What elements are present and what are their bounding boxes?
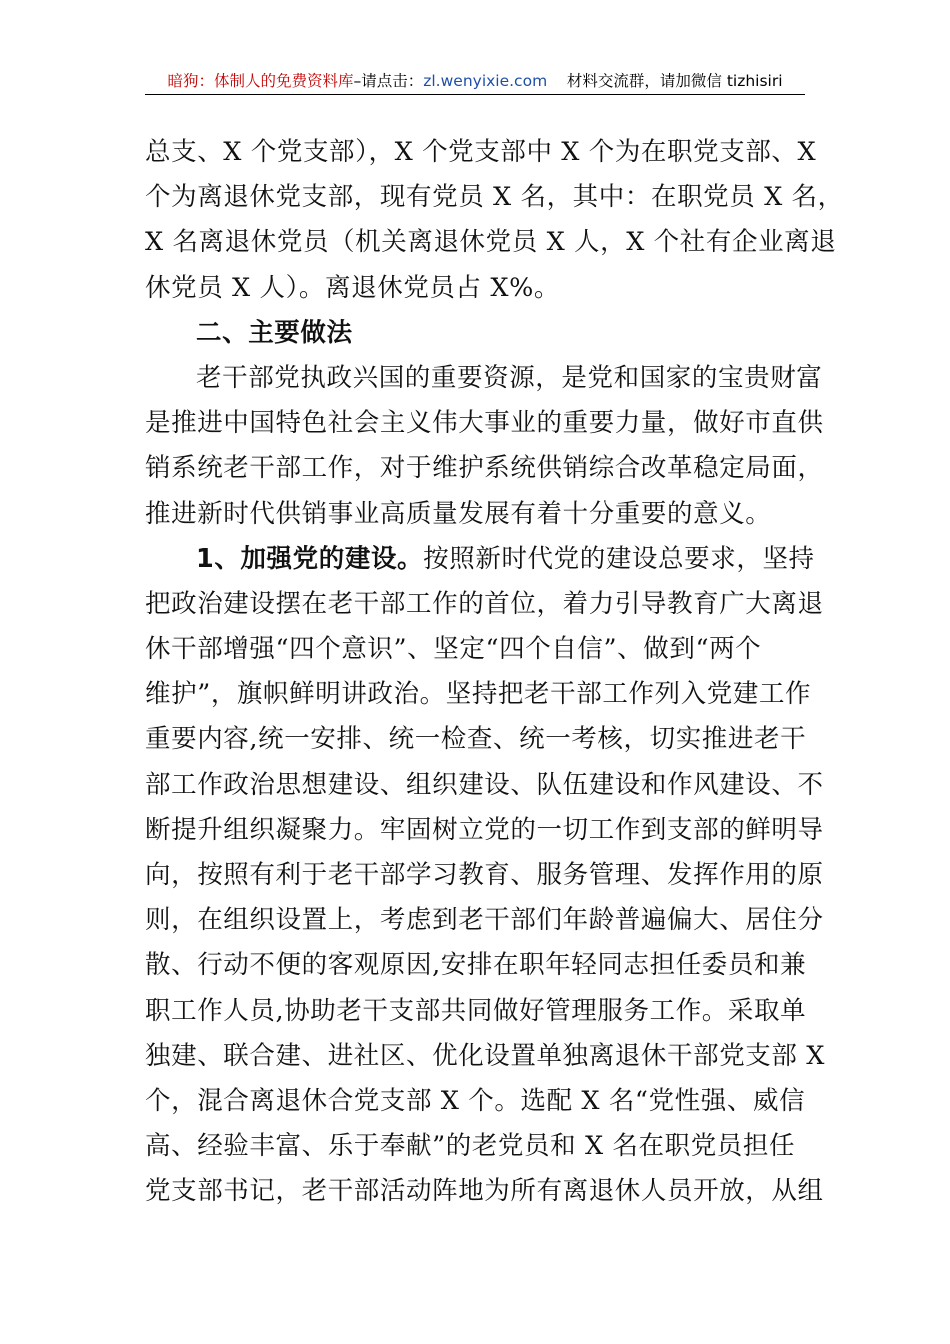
text-line: 部工作政治思想建设、组织建设、队伍建设和作风建设、不 (145, 769, 824, 800)
text-line: 党支部书记，老干部活动阵地为所有离退休人员开放，从组 (145, 1176, 824, 1207)
paragraph-1 (145, 130, 844, 311)
header-wechat-note: 材料交流群，请加微信 tizhisiri (566, 72, 783, 90)
text-line: 向，按照有利于老干部学习教育、服务管理、发挥作用的原 (145, 860, 824, 890)
header-click-prompt: –请点击： (353, 72, 424, 90)
text-line: 总支、X 个党支部），X 个党支部中 X 个为在职党支部、X (145, 137, 817, 167)
text-line: 职工作人员,协助老干支部共同做好管理服务工作。采取单 (145, 995, 807, 1026)
section-1-paragraph (145, 537, 825, 1215)
text-line: 是推进中国特色社会主义伟大事业的重要力量，做好市直供 (145, 408, 824, 439)
text-line (145, 537, 815, 582)
section-1-first-line: 按照新时代党的建设总要求，坚持 (423, 543, 815, 574)
text-line: 维护”，旗帜鲜明讲政治。坚持把老干部工作列入党建工作 (145, 679, 812, 710)
text-line: 高、经验丰富、乐于奉献”的老党员和 X 名在职党员担任 (145, 1131, 796, 1162)
text-line: 个为离退休党支部，现有党员 X 名，其中：在职党员 X 名， (145, 182, 844, 213)
text-line: 重要内容,统一安排、统一检查、统一考核，切实推进老干 (145, 724, 807, 755)
text-line: 断提升组织凝聚力。牢固树立党的一切工作到支部的鲜明导 (145, 814, 824, 845)
text-line: 则，在组织设置上，考虑到老干部们年龄普遍偏大、居住分 (145, 905, 824, 936)
page-header (145, 68, 805, 95)
header-url-link[interactable]: zl.wenyixie.com (423, 72, 548, 90)
text-line: 散、行动不便的客观原因,安排在职年轻同志担任委员和兼 (145, 950, 807, 981)
header-site-name: 暗狗：体制人的免费资料库 (167, 72, 354, 90)
text-line: 老干部党执政兴国的重要资源，是党和国家的宝贵财富 (196, 362, 823, 393)
text-line: 推进新时代供销事业高质量发展有着十分重要的意义。 (145, 498, 772, 529)
document-body (145, 130, 844, 1215)
text-line: 把政治建设摆在老干部工作的首位，着力引导教育广大离退 (145, 588, 824, 619)
text-line: 休党员 X 人）。离退休党员占 X%。 (145, 272, 561, 303)
section-1-lead: 1、加强党的建设。 (196, 543, 424, 574)
section-heading: 二、主要做法 (196, 317, 353, 348)
text-line: 销系统老干部工作，对于维护系统供销综合改革稳定局面， (145, 453, 824, 484)
paragraph-2 (145, 356, 824, 537)
text-line: X 名离退休党员（机关离退休党员 X 人，X 个社有企业离退 (145, 227, 837, 258)
text-line: 独建、联合建、进社区、优化设置单独离退休干部党支部 X (145, 1040, 825, 1071)
text-line: 个，混合离退休合党支部 X 个。选配 X 名“党性强、威信 (145, 1085, 806, 1116)
text-line: 休干部增强“四个意识”、坚定“四个自信”、做到“两个 (145, 634, 762, 665)
